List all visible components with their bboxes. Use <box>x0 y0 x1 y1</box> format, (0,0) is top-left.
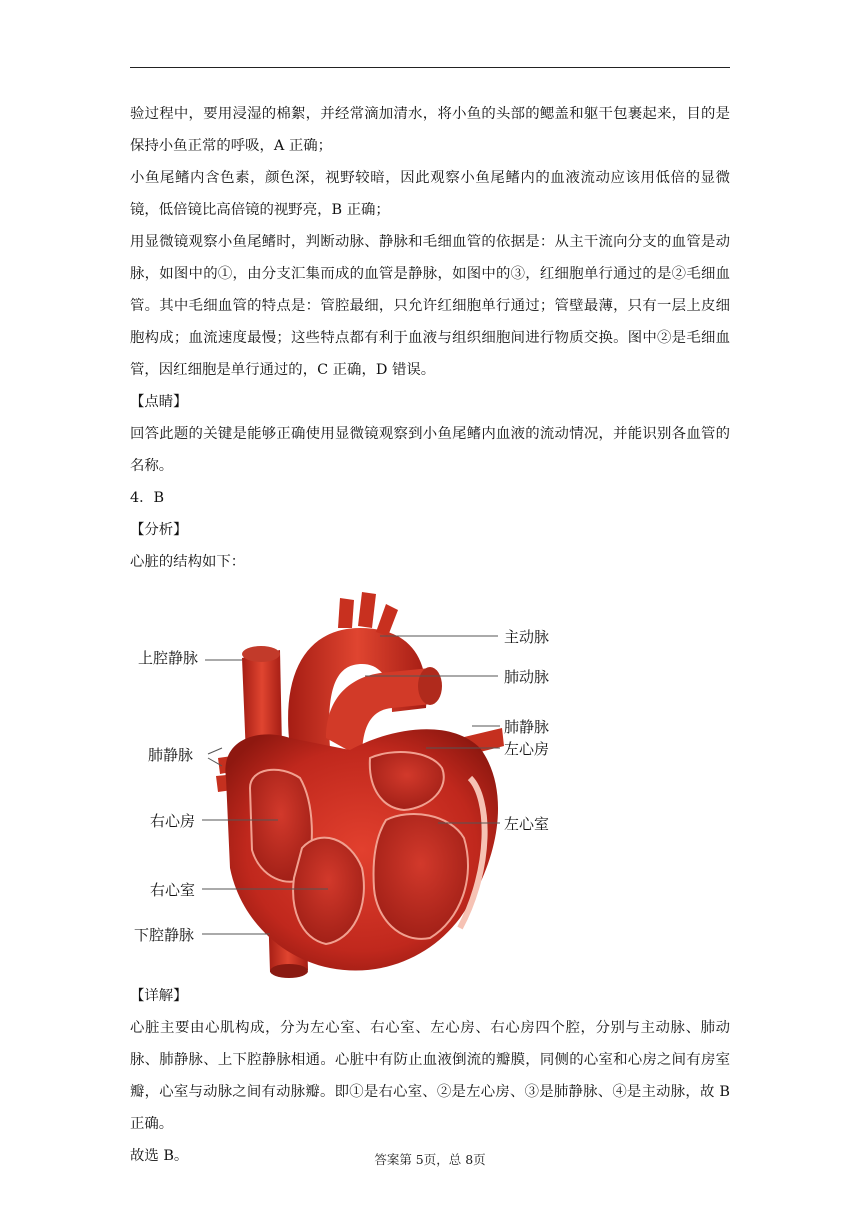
label-superior-vena-cava: 上腔静脉 <box>138 649 199 667</box>
label-inferior-vena-cava: 下腔静脉 <box>134 926 195 944</box>
paragraph: 验过程中，要用浸湿的棉絮，并经常滴加清水，将小鱼的头部的鳃盖和躯干包裹起来，目的是保持小鱼正常的呼吸，A 正确； <box>130 106 730 154</box>
paragraph: 用显微镜观察小鱼尾鳍时，判断动脉、静脉和毛细血管的依据是：从主干流向分支的血管是动脉，如图中的①，由分支汇集而成的血管是静脉，如图中的③，红细胞单行通过的是②毛细血管。其中毛细血管的特点是：管腔最细，只允许红细胞单行通过；管壁最薄，只有一层上皮细胞构成；血流速度最慢；这些特点都有利于血液与组织细胞间进行物质交换。图中②是毛细血管，因红细胞是单行通过的，C 正确，D 错误。 <box>130 234 730 378</box>
label-left-atrium: 左心房 <box>504 740 550 758</box>
label-aorta: 主动脉 <box>504 628 550 646</box>
page-footer: 答案第 5页，总 8页 <box>374 1152 486 1167</box>
section-heading-xiangjie: 【详解】 <box>130 988 188 1004</box>
paragraph: 心脏主要由心肌构成，分为左心室、右心室、左心房、右心房四个腔，分别与主动脉、肺动脉、肺静脉、上下腔静脉相通。心脏中有防止血液倒流的瓣膜，同侧的心室和心房之间有房室瓣，心室与动脉之间有动脉瓣。即①是右心室、②是左心房、③是肺静脉、④是主动脉，故 B 正确。 <box>130 1020 730 1132</box>
final-answer: 故选 B。 <box>130 1148 189 1164</box>
paragraph: 回答此题的关键是能够正确使用显微镜观察到小鱼尾鳍内血液的流动情况，并能识别各血管的名称。 <box>130 426 730 474</box>
label-pulmonary-artery: 肺动脉 <box>504 668 550 686</box>
answer-number: 4．B <box>130 490 165 506</box>
answer-content <box>130 98 730 1172</box>
figure-intro: 心脏的结构如下： <box>130 554 246 570</box>
header-rule <box>130 67 730 68</box>
label-right-atrium: 右心房 <box>150 812 196 830</box>
label-pulmonary-vein-left: 肺静脉 <box>148 746 194 764</box>
heart-diagram <box>130 588 730 980</box>
paragraph: 小鱼尾鳍内含色素，颜色深，视野较暗，因此观察小鱼尾鳍内的血液流动应该用低倍的显微镜，低倍镜比高倍镜的视野亮，B 正确； <box>130 170 730 218</box>
heart-illustration <box>130 588 730 980</box>
label-pulmonary-vein-right: 肺静脉 <box>504 718 550 736</box>
label-right-ventricle: 右心室 <box>150 881 196 899</box>
label-left-ventricle: 左心室 <box>504 815 550 833</box>
section-heading-fenxi: 【分析】 <box>130 522 188 538</box>
section-heading-dianjing: 【点睛】 <box>130 394 188 410</box>
